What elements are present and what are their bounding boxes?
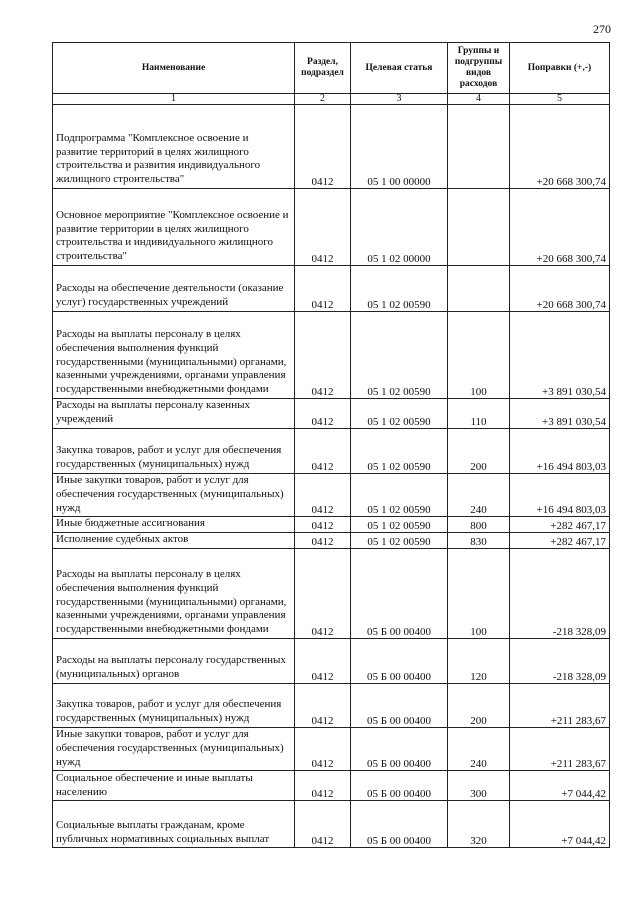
row-amount: +3 891 030,54: [510, 312, 610, 399]
row-expense-group: [448, 105, 510, 189]
header-name: Наименование: [53, 43, 295, 94]
header-section: Раздел, подраздел: [295, 43, 351, 94]
row-amount: -218 328,09: [510, 548, 610, 638]
table-row: [53, 548, 610, 638]
row-amount: +20 668 300,74: [510, 189, 610, 266]
row-target-article: 05 Б 00 00400: [351, 683, 448, 727]
row-name: Социальное обеспечение и иные выплаты населению: [53, 771, 295, 801]
row-name: Исполнение судебных актов: [53, 533, 295, 549]
row-name: Закупка товаров, работ и услуг для обеспечения государственных (муниципальных) нужд: [53, 683, 295, 727]
row-name: Подпрограмма "Комплексное освоение и развитие территорий в целях жилищного строительства и развития индивидуального жилищного строительства": [53, 105, 295, 189]
column-number: 2: [295, 94, 351, 105]
row-section: 0412: [295, 683, 351, 727]
column-number-row: [53, 94, 610, 105]
row-target-article: 05 1 00 00000: [351, 105, 448, 189]
row-name: Иные закупки товаров, работ и услуг для обеспечения государственных (муниципальных) нужд: [53, 474, 295, 517]
row-target-article: 05 1 02 00590: [351, 399, 448, 429]
row-target-article: 05 Б 00 00400: [351, 548, 448, 638]
row-name: Основное мероприятие "Комплексное освоение и развитие территории в целях жилищного строительства и индивидуального жилищного строительства": [53, 189, 295, 266]
table-row: [53, 517, 610, 533]
row-amount: +20 668 300,74: [510, 266, 610, 312]
header-target-article: Целевая статья: [351, 43, 448, 94]
row-name: Расходы на выплаты персоналу казенных учреждений: [53, 399, 295, 429]
row-target-article: 05 1 02 00590: [351, 474, 448, 517]
row-name: Расходы на выплаты персоналу государственных (муниципальных) органов: [53, 638, 295, 683]
budget-amendments-table: [52, 42, 610, 848]
table-row: [53, 429, 610, 474]
row-amount: +211 283,67: [510, 683, 610, 727]
row-section: 0412: [295, 474, 351, 517]
row-amount: +20 668 300,74: [510, 105, 610, 189]
row-target-article: 05 1 02 00590: [351, 312, 448, 399]
row-amount: -218 328,09: [510, 638, 610, 683]
row-expense-group: 100: [448, 548, 510, 638]
table-row: [53, 533, 610, 549]
row-target-article: 05 1 02 00000: [351, 189, 448, 266]
row-amount: +16 494 803,03: [510, 474, 610, 517]
row-expense-group: 200: [448, 429, 510, 474]
column-number: 3: [351, 94, 448, 105]
row-expense-group: [448, 266, 510, 312]
row-section: 0412: [295, 727, 351, 770]
page-number: 270: [593, 22, 611, 36]
row-section: 0412: [295, 533, 351, 549]
row-amount: +16 494 803,03: [510, 429, 610, 474]
table-row: [53, 105, 610, 189]
row-expense-group: 120: [448, 638, 510, 683]
row-section: 0412: [295, 517, 351, 533]
column-number: 1: [53, 94, 295, 105]
row-expense-group: 100: [448, 312, 510, 399]
table-row: [53, 801, 610, 848]
row-expense-group: 110: [448, 399, 510, 429]
row-name: Расходы на выплаты персоналу в целях обеспечения выполнения функций государственными (муниципальными) органами, казенными учреждениями, органами управления государственными внебюджетными фондами: [53, 548, 295, 638]
row-expense-group: 240: [448, 727, 510, 770]
header-expense-groups: Группы и подгруппы видов расходов: [448, 43, 510, 94]
row-target-article: 05 1 02 00590: [351, 266, 448, 312]
column-number: 5: [510, 94, 610, 105]
column-number: 4: [448, 94, 510, 105]
row-expense-group: 240: [448, 474, 510, 517]
row-amount: +282 467,17: [510, 517, 610, 533]
row-target-article: 05 Б 00 00400: [351, 801, 448, 848]
row-target-article: 05 Б 00 00400: [351, 638, 448, 683]
row-amount: +3 891 030,54: [510, 399, 610, 429]
header-amendments: Поправки (+,-): [510, 43, 610, 94]
row-section: 0412: [295, 638, 351, 683]
table-row: [53, 399, 610, 429]
row-amount: +7 044,42: [510, 801, 610, 848]
row-expense-group: 800: [448, 517, 510, 533]
row-name: Иные закупки товаров, работ и услуг для обеспечения государственных (муниципальных) нужд: [53, 727, 295, 770]
row-section: 0412: [295, 312, 351, 399]
row-target-article: 05 Б 00 00400: [351, 727, 448, 770]
row-target-article: 05 Б 00 00400: [351, 771, 448, 801]
row-name: Расходы на обеспечение деятельности (оказание услуг) государственных учреждений: [53, 266, 295, 312]
row-expense-group: [448, 189, 510, 266]
table-row: [53, 683, 610, 727]
row-section: 0412: [295, 771, 351, 801]
table-row: [53, 727, 610, 770]
row-amount: +7 044,42: [510, 771, 610, 801]
row-section: 0412: [295, 801, 351, 848]
table-row: [53, 266, 610, 312]
row-name: Расходы на выплаты персоналу в целях обеспечения выполнения функций государственными (муниципальными) органами, казенными учреждениями, органами управления государственными внебюджетными фондами: [53, 312, 295, 399]
row-expense-group: 320: [448, 801, 510, 848]
table-row: [53, 771, 610, 801]
row-amount: +211 283,67: [510, 727, 610, 770]
row-amount: +282 467,17: [510, 533, 610, 549]
row-name: Социальные выплаты гражданам, кроме публичных нормативных социальных выплат: [53, 801, 295, 848]
table-row: [53, 189, 610, 266]
row-expense-group: 300: [448, 771, 510, 801]
row-name: Иные бюджетные ассигнования: [53, 517, 295, 533]
row-target-article: 05 1 02 00590: [351, 533, 448, 549]
row-name: Закупка товаров, работ и услуг для обеспечения государственных (муниципальных) нужд: [53, 429, 295, 474]
row-expense-group: 200: [448, 683, 510, 727]
table-row: [53, 638, 610, 683]
table-row: [53, 312, 610, 399]
row-section: 0412: [295, 105, 351, 189]
table-row: [53, 474, 610, 517]
row-target-article: 05 1 02 00590: [351, 517, 448, 533]
header-row: [53, 43, 610, 94]
row-section: 0412: [295, 429, 351, 474]
row-target-article: 05 1 02 00590: [351, 429, 448, 474]
row-section: 0412: [295, 548, 351, 638]
row-section: 0412: [295, 399, 351, 429]
row-section: 0412: [295, 266, 351, 312]
row-section: 0412: [295, 189, 351, 266]
row-expense-group: 830: [448, 533, 510, 549]
